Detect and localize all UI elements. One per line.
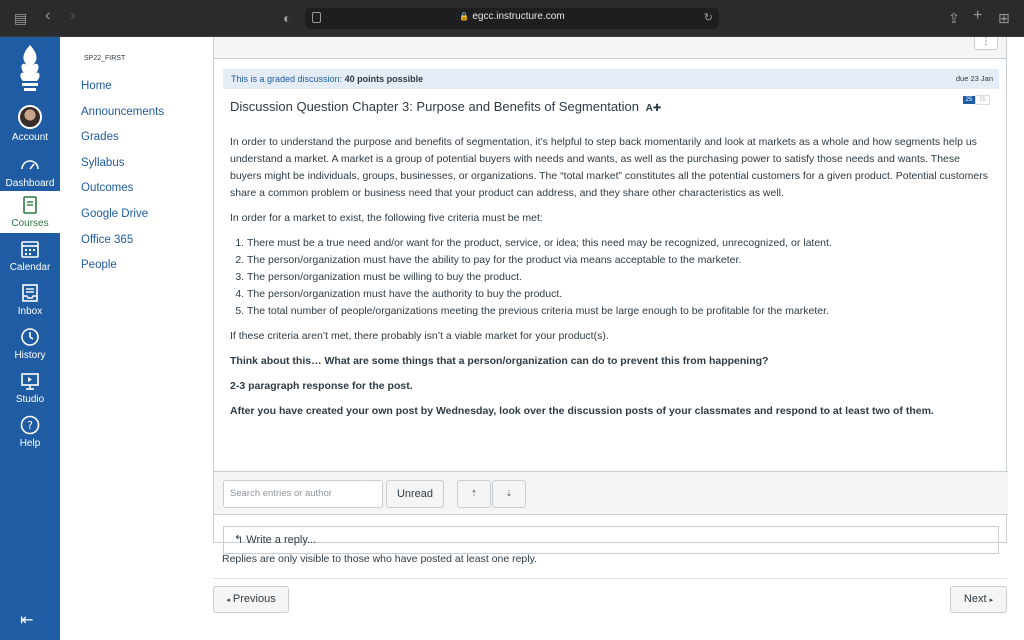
discussion-toolbar bbox=[214, 471, 1008, 515]
calendar-icon bbox=[19, 238, 41, 260]
main-content bbox=[213, 37, 1024, 640]
global-navigation bbox=[0, 37, 60, 640]
next-arrow-icon: ▸ bbox=[989, 597, 994, 604]
intro-paragraph: In order to understand the purpose and benefits of segmentation, it’s helpful to step back momentarily and look at markets as a whole and how segments help us understand a market. A market is a group of potential buyers with needs and wants, as well as the purchasing power to satisfy those needs and wants. These buyers might be individuals, groups, businesses, or organizations. The “total market” constitutes all the potential customers for a given product. Potential customers share a common problem or business need that your product can address, and they share other characteristics as well. bbox=[230, 136, 988, 199]
course-code: SP22_FIRST bbox=[84, 55, 126, 62]
nav-inbox[interactable] bbox=[0, 282, 60, 317]
total-count-badge: 25 bbox=[975, 95, 990, 105]
discussion-card bbox=[213, 59, 1007, 546]
discussion-body bbox=[230, 134, 994, 428]
nav-courses-label: Courses bbox=[11, 218, 49, 229]
nav-studio-label: Studio bbox=[15, 394, 45, 405]
back-icon[interactable]: ‹ bbox=[45, 7, 51, 24]
due-date: due 23 Jan bbox=[955, 74, 993, 83]
avatar bbox=[18, 105, 42, 129]
nav-dashboard[interactable] bbox=[0, 154, 60, 189]
write-reply-button[interactable] bbox=[223, 526, 999, 554]
reload-icon[interactable]: ↻ bbox=[703, 12, 713, 24]
reply-counts bbox=[963, 97, 990, 103]
collapse-replies-button[interactable] bbox=[457, 480, 491, 508]
browser-toolbar bbox=[0, 0, 1024, 37]
nav-account[interactable] bbox=[0, 105, 60, 143]
privacy-shield-icon[interactable]: ◐ bbox=[283, 10, 292, 26]
text-size-icon[interactable]: A✚ bbox=[645, 103, 662, 114]
nav-account-label: Account bbox=[11, 132, 49, 143]
divider bbox=[213, 578, 1007, 579]
write-reply-label: Write a reply... bbox=[246, 534, 317, 546]
criteria-item: 4. The person/organization must have the authority to buy the product. bbox=[247, 286, 994, 303]
nav-help[interactable] bbox=[0, 414, 60, 449]
collapse-icon: ⇡ bbox=[470, 489, 478, 498]
criteria-list bbox=[247, 235, 994, 320]
replies-visibility-notice: Replies are only visible to those who have posted at least one reply. bbox=[222, 553, 537, 565]
discussion-header-bar bbox=[213, 37, 1007, 59]
sidebar-toggle-icon[interactable]: ▤ bbox=[14, 10, 28, 26]
dashboard-icon bbox=[19, 154, 41, 176]
discussion-title: Discussion Question Chapter 3: Purpose and Benefits of Segmentation bbox=[230, 99, 640, 114]
course-navigation bbox=[60, 37, 213, 640]
previous-button[interactable] bbox=[213, 586, 289, 613]
criteria-item: 2. The person/organization must have the ability to pay for the product via means acceptable to the marketer. bbox=[247, 252, 994, 269]
school-logo-icon[interactable] bbox=[13, 43, 47, 93]
share-icon[interactable]: ⇪ bbox=[948, 10, 960, 26]
nav-help-label: Help bbox=[19, 438, 41, 449]
discussion-title-wrap bbox=[230, 99, 661, 114]
help-icon bbox=[19, 414, 41, 436]
criteria-item: 5. The total number of people/organizations meeting the previous criteria must be large enough to be profitable for the marketer. bbox=[247, 303, 994, 320]
lock-icon: 🔒 bbox=[459, 12, 470, 21]
criteria-item: 1. There must be a true need and/or want for the product, service, or idea; this need may be recognized, unrecognized, or latent. bbox=[247, 235, 994, 252]
length-paragraph: 2-3 paragraph response for the post. bbox=[230, 380, 413, 392]
course-nav-grades[interactable]: Grades bbox=[81, 131, 119, 143]
course-nav-syllabus[interactable]: Syllabus bbox=[81, 157, 125, 169]
graded-banner bbox=[223, 69, 999, 89]
forward-icon[interactable]: › bbox=[70, 7, 76, 24]
nav-history-label: History bbox=[14, 350, 46, 361]
course-nav-announcements[interactable]: Announcements bbox=[81, 106, 165, 118]
next-button[interactable] bbox=[950, 586, 1007, 613]
course-nav-outcomes[interactable]: Outcomes bbox=[81, 182, 134, 194]
nav-dashboard-label: Dashboard bbox=[5, 178, 55, 189]
tab-overview-icon[interactable]: ⊞ bbox=[998, 10, 1010, 26]
nav-history[interactable] bbox=[0, 326, 60, 361]
next-label: Next bbox=[963, 593, 987, 605]
criteria-intro: In order for a market to exist, the following five criteria must be met: bbox=[230, 212, 543, 224]
points-possible: 40 points possible bbox=[344, 74, 424, 84]
studio-icon bbox=[19, 370, 41, 392]
search-entries-input[interactable]: Search entries or author bbox=[223, 480, 383, 508]
expand-icon: ⇣ bbox=[505, 489, 513, 498]
prompt-paragraph: Think about this… What are some things that a person/organization can do to prevent this from happening? bbox=[230, 355, 769, 367]
previous-label: Previous bbox=[232, 593, 276, 605]
course-nav-home[interactable]: Home bbox=[81, 80, 112, 92]
courses-book-icon bbox=[19, 194, 41, 216]
expand-replies-button[interactable] bbox=[492, 480, 526, 508]
inbox-icon bbox=[19, 282, 41, 304]
svg-text:?: ? bbox=[27, 419, 33, 432]
nav-inbox-label: Inbox bbox=[17, 306, 43, 317]
collapse-nav-icon[interactable]: ⇤ bbox=[20, 612, 34, 629]
nav-studio[interactable] bbox=[0, 370, 60, 405]
url-text: egcc.instructure.com bbox=[472, 11, 565, 22]
graded-label: This is a graded discussion: bbox=[231, 74, 343, 84]
nav-courses[interactable] bbox=[0, 191, 60, 233]
course-nav-office-365[interactable]: Office 365 bbox=[81, 234, 134, 246]
nav-calendar[interactable] bbox=[0, 238, 60, 273]
unread-filter-button[interactable]: Unread bbox=[386, 480, 444, 508]
criteria-item: 3. The person/organization must be willing to buy the product. bbox=[247, 269, 994, 286]
course-nav-people[interactable]: People bbox=[81, 259, 117, 271]
nav-calendar-label: Calendar bbox=[9, 262, 51, 273]
unread-count-badge: 25 bbox=[963, 96, 976, 104]
instructions-paragraph: After you have created your own post by Wednesday, look over the discussion posts of your classmates and respond to at least two of them. bbox=[230, 405, 934, 417]
more-options-button[interactable]: ⋮ bbox=[974, 37, 998, 50]
new-tab-icon[interactable]: + bbox=[973, 7, 983, 24]
clock-icon bbox=[19, 326, 41, 348]
no-market-paragraph: If these criteria aren’t met, there probably isn’t a viable market for your product(s). bbox=[230, 330, 609, 342]
previous-arrow-icon: ◂ bbox=[226, 597, 230, 604]
course-nav-google-drive[interactable]: Google Drive bbox=[81, 208, 149, 220]
reply-arrow-icon: ↰ bbox=[234, 534, 244, 546]
address-bar[interactable] bbox=[305, 8, 719, 29]
